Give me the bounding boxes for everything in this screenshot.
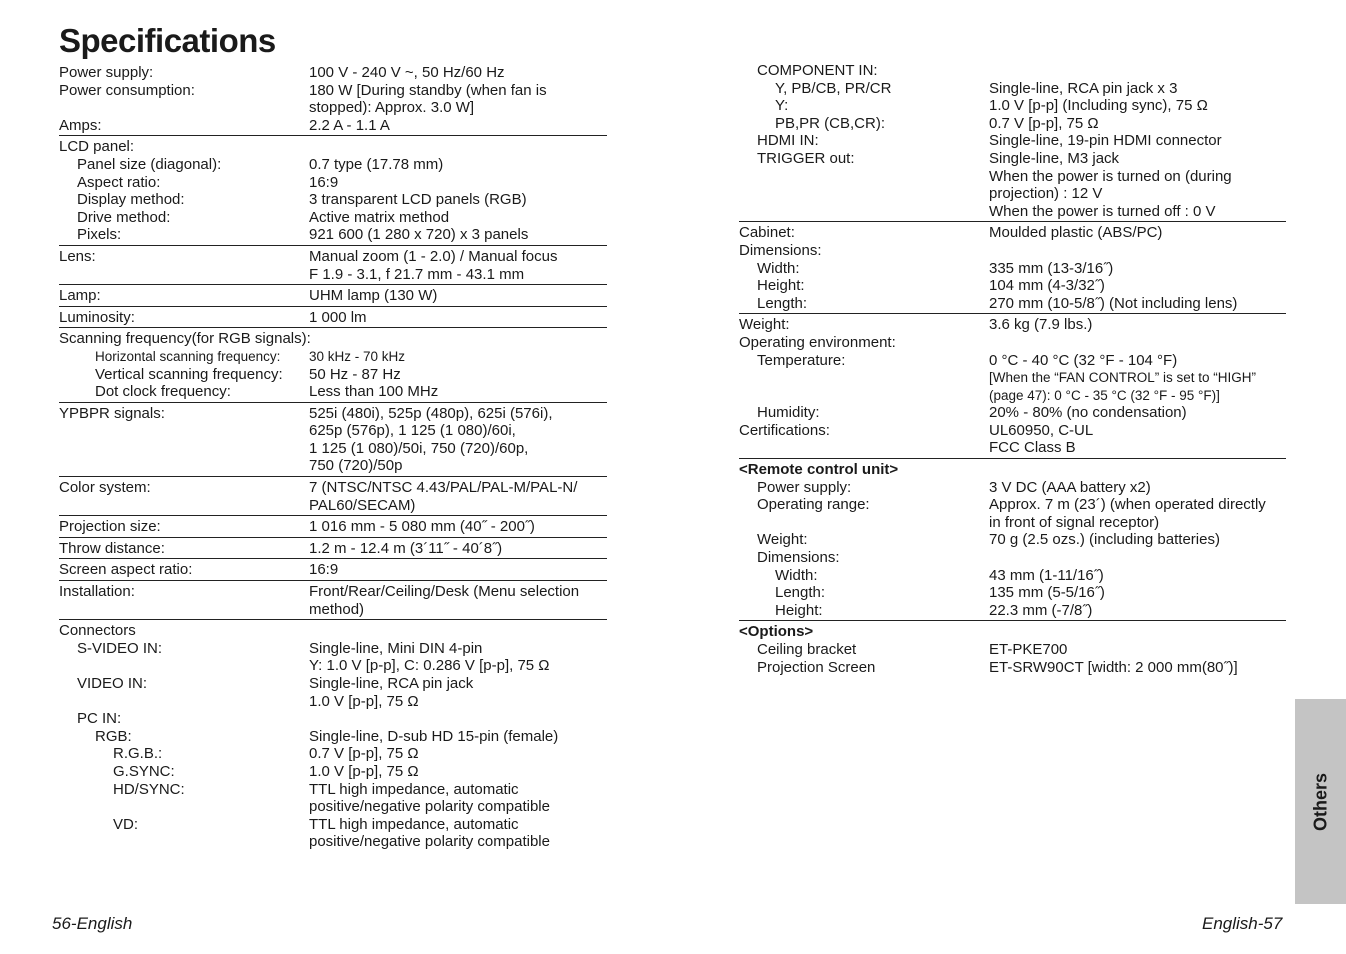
spec-label: Cabinet: bbox=[739, 224, 795, 242]
page-number-right: English-57 bbox=[1202, 914, 1283, 933]
spec-value: F 1.9 - 3.1, f 21.7 mm - 43.1 mm bbox=[309, 265, 525, 283]
spec-row bbox=[59, 209, 607, 227]
spec-label: Dimensions: bbox=[739, 241, 822, 259]
spec-value bbox=[989, 62, 1286, 80]
spec-group bbox=[59, 479, 607, 516]
spec-label bbox=[59, 657, 309, 675]
spec-label: Length: bbox=[775, 584, 826, 602]
spec-value: Approx. 7 m (23´) (when operated directly bbox=[989, 496, 1266, 514]
spec-row bbox=[739, 316, 1286, 334]
spec-value: 921 600 (1 280 x 720) x 3 panels bbox=[309, 226, 529, 244]
spec-row bbox=[59, 383, 607, 401]
spec-value: 1 016 mm - 5 080 mm (40˝ - 200˝) bbox=[309, 518, 535, 536]
spec-value: Single-line, Mini DIN 4-pin bbox=[309, 639, 483, 657]
spec-row bbox=[59, 330, 607, 348]
spec-value: 16:9 bbox=[309, 561, 339, 579]
spec-label: LCD panel: bbox=[59, 138, 135, 156]
page-title: Specifications bbox=[59, 22, 276, 59]
spec-label: Weight: bbox=[757, 531, 808, 549]
spec-value: UHM lamp (130 W) bbox=[309, 287, 438, 305]
spec-group bbox=[59, 561, 607, 581]
spec-value: 1 000 lm bbox=[309, 308, 367, 326]
spec-row bbox=[59, 99, 607, 117]
spec-row bbox=[59, 156, 607, 174]
spec-value: Y: 1.0 V [p-p], C: 0.286 V [p-p], 75 Ω bbox=[309, 657, 550, 675]
spec-value: Single-line, D-sub HD 15-pin (female) bbox=[309, 727, 559, 745]
spec-row bbox=[739, 549, 1286, 567]
spec-value: 625p (576p), 1 125 (1 080)/60i, bbox=[309, 422, 516, 440]
spec-row bbox=[739, 659, 1286, 677]
spec-label: Width: bbox=[775, 566, 818, 584]
spec-row bbox=[739, 185, 1286, 203]
spec-label: Color system: bbox=[59, 479, 151, 497]
spec-group bbox=[59, 138, 607, 246]
spec-label bbox=[739, 203, 989, 221]
spec-label bbox=[59, 440, 309, 458]
spec-row bbox=[739, 641, 1286, 659]
spec-value bbox=[309, 330, 607, 348]
spec-label bbox=[739, 439, 989, 457]
spec-row bbox=[59, 728, 607, 746]
spec-value: 7 (NTSC/NTSC 4.43/PAL/PAL-M/PAL-N/ bbox=[309, 479, 578, 497]
spec-label: Installation: bbox=[59, 583, 135, 601]
spec-row bbox=[59, 518, 607, 536]
spec-label bbox=[739, 387, 989, 405]
spec-value: Active matrix method bbox=[309, 208, 450, 226]
spec-value: PAL60/SECAM) bbox=[309, 496, 416, 514]
spec-row bbox=[59, 422, 607, 440]
spec-value: 16:9 bbox=[309, 173, 339, 191]
spec-label: Power consumption: bbox=[59, 81, 195, 99]
spec-value: 30 kHz - 70 kHz bbox=[309, 348, 406, 364]
spec-group bbox=[739, 623, 1286, 677]
spec-row bbox=[739, 62, 1286, 80]
spec-row bbox=[739, 203, 1286, 221]
spec-row bbox=[739, 422, 1286, 440]
spec-value: UL60950, C-UL bbox=[989, 421, 1094, 439]
spec-row bbox=[59, 583, 607, 601]
spec-row bbox=[739, 97, 1286, 115]
spec-value: 1.2 m - 12.4 m (3´11˝ - 40´8˝) bbox=[309, 539, 503, 557]
spec-label: Screen aspect ratio: bbox=[59, 561, 193, 579]
spec-value: method) bbox=[309, 600, 365, 618]
spec-row bbox=[739, 369, 1286, 387]
spec-group bbox=[59, 248, 607, 285]
spec-row bbox=[59, 191, 607, 209]
spec-value bbox=[309, 138, 607, 156]
spec-row bbox=[59, 798, 607, 816]
spec-label: Operating range: bbox=[757, 496, 870, 514]
spec-row bbox=[59, 710, 607, 728]
spec-value: 1.0 V [p-p], 75 Ω bbox=[309, 762, 419, 780]
spec-label: Operating environment: bbox=[739, 333, 896, 351]
spec-row bbox=[59, 640, 607, 658]
section-tab-others[interactable] bbox=[1295, 699, 1346, 904]
spec-label: Horizontal scanning frequency: bbox=[95, 348, 281, 364]
spec-label: RGB: bbox=[95, 727, 132, 745]
spec-value: 2.2 A - 1.1 A bbox=[309, 116, 390, 134]
spec-group bbox=[59, 405, 607, 477]
spec-label: Panel size (diagonal): bbox=[77, 155, 222, 173]
spec-value bbox=[989, 334, 1286, 352]
spec-value: 43 mm (1-11/16˝) bbox=[989, 566, 1104, 584]
spec-row bbox=[59, 348, 607, 366]
spec-label: PC IN: bbox=[77, 710, 122, 728]
spec-row bbox=[59, 82, 607, 100]
spec-value: in front of signal receptor) bbox=[989, 513, 1160, 531]
spec-row bbox=[739, 150, 1286, 168]
spec-label: Ceiling bracket bbox=[757, 641, 857, 658]
spec-label: Power supply: bbox=[59, 64, 154, 81]
spec-row bbox=[59, 226, 607, 244]
spec-row bbox=[739, 168, 1286, 186]
spec-row bbox=[739, 242, 1286, 260]
spec-label: Amps: bbox=[59, 116, 102, 134]
spec-row bbox=[739, 224, 1286, 242]
spec-row bbox=[739, 260, 1286, 278]
spec-value: 3 transparent LCD panels (RGB) bbox=[309, 191, 527, 209]
spec-label: PB,PR (CB,CR): bbox=[775, 114, 886, 132]
spec-row bbox=[59, 479, 607, 497]
spec-row bbox=[739, 115, 1286, 133]
spec-label: Luminosity: bbox=[59, 308, 135, 326]
spec-group bbox=[59, 518, 607, 538]
spec-label: TRIGGER out: bbox=[757, 149, 855, 167]
spec-value: 1 125 (1 080)/50i, 750 (720)/60p, bbox=[309, 439, 529, 457]
spec-value: 0.7 V [p-p], 75 Ω bbox=[989, 114, 1099, 132]
spec-row bbox=[59, 248, 607, 266]
spec-value: 335 mm (13-3/16˝) bbox=[989, 259, 1114, 277]
spec-group bbox=[739, 62, 1286, 222]
spec-group bbox=[739, 224, 1286, 314]
spec-value: 0.7 type (17.78 mm) bbox=[309, 155, 444, 173]
spec-row bbox=[59, 64, 607, 82]
spec-label: Power supply: bbox=[757, 478, 852, 496]
spec-group bbox=[59, 309, 607, 329]
spec-label: Display method: bbox=[77, 191, 185, 209]
spec-value bbox=[989, 623, 1286, 641]
spec-row bbox=[59, 287, 607, 305]
spec-label: G.SYNC: bbox=[113, 762, 175, 780]
spec-label: Y: bbox=[775, 97, 789, 115]
spec-group bbox=[59, 287, 607, 307]
spec-value: 750 (720)/50p bbox=[309, 457, 403, 475]
spec-value: [When the “FAN CONTROL” is set to “HIGH” bbox=[989, 370, 1257, 386]
spec-value: When the power is turned off : 0 V bbox=[989, 202, 1216, 220]
spec-row bbox=[739, 352, 1286, 370]
spec-label: HD/SYNC: bbox=[113, 780, 185, 798]
spec-label bbox=[59, 497, 309, 515]
spec-value: 0.7 V [p-p], 75 Ω bbox=[309, 745, 419, 763]
spec-value: When the power is turned on (during bbox=[989, 167, 1232, 185]
spec-value: Single-line, RCA pin jack x 3 bbox=[989, 79, 1178, 97]
spec-row bbox=[59, 693, 607, 711]
spec-label: Temperature: bbox=[757, 351, 846, 369]
spec-value bbox=[309, 710, 607, 728]
spec-row bbox=[59, 833, 607, 851]
spec-row bbox=[59, 763, 607, 781]
spec-row bbox=[739, 514, 1286, 532]
spec-group bbox=[59, 583, 607, 620]
spec-value bbox=[989, 461, 1286, 479]
spec-label: R.G.B.: bbox=[113, 745, 163, 763]
spec-label: <Options> bbox=[739, 623, 814, 641]
spec-row bbox=[59, 440, 607, 458]
spec-row bbox=[59, 366, 607, 384]
spec-value bbox=[989, 242, 1286, 260]
spec-label: Certifications: bbox=[739, 421, 830, 439]
spec-row bbox=[59, 601, 607, 619]
spec-value: 180 W [During standby (when fan is bbox=[309, 81, 547, 99]
spec-label: Aspect ratio: bbox=[77, 173, 161, 191]
spec-row bbox=[59, 266, 607, 284]
spec-label: Weight: bbox=[739, 316, 790, 334]
spec-label: Lens: bbox=[59, 247, 96, 265]
spec-label bbox=[739, 185, 989, 203]
spec-label bbox=[59, 833, 309, 851]
spec-value bbox=[989, 549, 1286, 567]
spec-value: Front/Rear/Ceiling/Desk (Menu selection bbox=[309, 583, 580, 601]
spec-label: Lamp: bbox=[59, 287, 101, 305]
spec-label: YPBPR signals: bbox=[59, 404, 165, 422]
spec-row bbox=[59, 457, 607, 475]
spec-label: Dimensions: bbox=[757, 549, 840, 567]
spec-value: 104 mm (4-3/32˝) bbox=[989, 277, 1105, 295]
spec-value: positive/negative polarity compatible bbox=[309, 798, 550, 816]
spec-group bbox=[739, 316, 1286, 459]
spec-label bbox=[59, 266, 309, 284]
spec-value: ET-SRW90CT [width: 2 000 mm(80˝)] bbox=[989, 658, 1238, 676]
spec-label: Height: bbox=[757, 277, 805, 295]
spec-row bbox=[739, 387, 1286, 405]
spec-label: COMPONENT IN: bbox=[757, 62, 878, 79]
spec-row bbox=[739, 567, 1286, 585]
spec-value: 0 °C - 40 °C (32 °F - 104 °F) bbox=[989, 351, 1178, 369]
spec-label: Throw distance: bbox=[59, 539, 165, 557]
spec-row bbox=[739, 334, 1286, 352]
spec-value: 100 V - 240 V ~, 50 Hz/60 Hz bbox=[309, 64, 505, 81]
spec-label bbox=[59, 601, 309, 619]
spec-row bbox=[59, 816, 607, 834]
spec-value: projection) : 12 V bbox=[989, 185, 1103, 203]
spec-label: Pixels: bbox=[77, 226, 122, 244]
spec-value: ET-PKE700 bbox=[989, 641, 1068, 658]
spec-value: 1.0 V [p-p], 75 Ω bbox=[309, 692, 419, 710]
spec-value: 270 mm (10-5/8˝) (Not including lens) bbox=[989, 294, 1238, 312]
spec-value: Less than 100 MHz bbox=[309, 383, 439, 401]
spec-row bbox=[739, 496, 1286, 514]
spec-row bbox=[739, 439, 1286, 457]
spec-value: Moulded plastic (ABS/PC) bbox=[989, 224, 1163, 242]
spec-row bbox=[739, 461, 1286, 479]
spec-value: Single-line, M3 jack bbox=[989, 149, 1120, 167]
spec-group bbox=[739, 461, 1286, 621]
spec-row bbox=[59, 309, 607, 327]
spec-label bbox=[739, 369, 989, 387]
spec-row bbox=[59, 781, 607, 799]
spec-row bbox=[739, 531, 1286, 549]
spec-value: 3.6 kg (7.9 lbs.) bbox=[989, 316, 1093, 334]
spec-value: 525i (480i), 525p (480p), 625i (576i), bbox=[309, 404, 553, 422]
spec-group bbox=[59, 622, 607, 852]
spec-row bbox=[59, 540, 607, 558]
spec-row bbox=[739, 584, 1286, 602]
spec-value: 1.0 V [p-p] (Including sync), 75 Ω bbox=[989, 97, 1208, 115]
spec-row bbox=[59, 497, 607, 515]
spec-row bbox=[59, 405, 607, 423]
page-number-left: 56-English bbox=[52, 914, 133, 933]
spec-label bbox=[59, 422, 309, 440]
spec-row bbox=[739, 602, 1286, 620]
spec-label: HDMI IN: bbox=[757, 132, 819, 150]
right-spec-column bbox=[739, 62, 1286, 679]
spec-row bbox=[59, 561, 607, 579]
spec-label: Height: bbox=[775, 601, 823, 619]
spec-label: S-VIDEO IN: bbox=[77, 639, 163, 657]
spec-label: <Remote control unit> bbox=[739, 461, 899, 479]
spec-value: 50 Hz - 87 Hz bbox=[309, 365, 401, 383]
spec-value bbox=[309, 622, 607, 640]
spec-row bbox=[59, 174, 607, 192]
spec-row bbox=[59, 622, 607, 640]
spec-row bbox=[739, 623, 1286, 641]
spec-value: Single-line, RCA pin jack bbox=[309, 675, 474, 692]
spec-value: 70 g (2.5 ozs.) (including batteries) bbox=[989, 531, 1220, 549]
spec-group bbox=[59, 64, 607, 136]
spec-row bbox=[739, 479, 1286, 497]
spec-row bbox=[59, 138, 607, 156]
spec-label: Connectors bbox=[59, 622, 136, 640]
spec-row bbox=[739, 132, 1286, 150]
spec-value: Single-line, 19-pin HDMI connector bbox=[989, 132, 1222, 150]
spec-label: Humidity: bbox=[757, 404, 820, 422]
spec-label bbox=[59, 693, 309, 711]
spec-label: VD: bbox=[113, 815, 139, 833]
spec-label bbox=[59, 457, 309, 475]
section-tab-label: Others bbox=[1310, 772, 1330, 831]
spec-label: Projection Screen bbox=[757, 658, 876, 676]
left-spec-column bbox=[59, 64, 607, 854]
spec-label: Dot clock frequency: bbox=[95, 383, 231, 401]
spec-value: (page 47): 0 °C - 35 °C (32 °F - 95 °F)] bbox=[989, 387, 1220, 403]
spec-label bbox=[59, 99, 309, 117]
spec-label: Y, PB/CB, PR/CR bbox=[775, 79, 892, 97]
spec-label: Drive method: bbox=[77, 208, 171, 226]
spec-label: Length: bbox=[757, 294, 808, 312]
spec-value: 3 V DC (AAA battery x2) bbox=[989, 478, 1151, 496]
spec-label: Vertical scanning frequency: bbox=[95, 365, 283, 383]
spec-row bbox=[739, 277, 1286, 295]
spec-group bbox=[59, 540, 607, 560]
spec-label bbox=[739, 514, 989, 532]
spec-group bbox=[59, 330, 607, 402]
spec-value: 20% - 80% (no condensation) bbox=[989, 404, 1187, 422]
spec-label: VIDEO IN: bbox=[77, 675, 148, 692]
spec-value: 135 mm (5-5/16˝) bbox=[989, 584, 1105, 602]
spec-value: stopped): Approx. 3.0 W] bbox=[309, 99, 475, 117]
spec-row bbox=[739, 80, 1286, 98]
spec-row bbox=[59, 117, 607, 135]
spec-row bbox=[739, 295, 1286, 313]
spec-value: Manual zoom (1 - 2.0) / Manual focus bbox=[309, 247, 558, 265]
spec-value: FCC Class B bbox=[989, 439, 1076, 457]
spec-value: TTL high impedance, automatic bbox=[309, 815, 519, 833]
spec-label: Projection size: bbox=[59, 518, 161, 536]
spec-row bbox=[59, 675, 607, 693]
spec-row bbox=[59, 657, 607, 675]
spec-label: Width: bbox=[757, 259, 800, 277]
spec-row bbox=[59, 745, 607, 763]
spec-value: 22.3 mm (-7/8˝) bbox=[989, 601, 1093, 619]
spec-label bbox=[59, 798, 309, 816]
spec-row bbox=[739, 404, 1286, 422]
spec-value: TTL high impedance, automatic bbox=[309, 780, 519, 798]
spec-value: positive/negative polarity compatible bbox=[309, 833, 550, 851]
spec-label: Scanning frequency(for RGB signals): bbox=[59, 330, 311, 348]
spec-label bbox=[739, 168, 989, 186]
